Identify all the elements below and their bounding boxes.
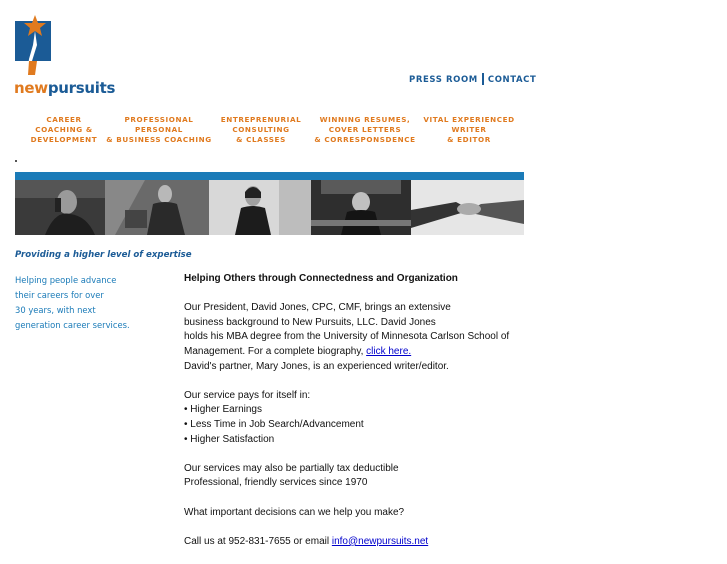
- photo-businessman: [105, 180, 209, 235]
- nav-label-line: PROFESSIONAL: [124, 115, 194, 124]
- contact-link[interactable]: CONTACT: [487, 75, 537, 85]
- nav-label-line: WRITER: [451, 125, 487, 134]
- photo-handshake: [411, 180, 524, 235]
- sidebar-line: 30 years, with next: [15, 305, 96, 315]
- bio-line: [184, 345, 524, 360]
- top-links: [409, 73, 536, 85]
- logo-text-pursuits: pursuits: [47, 79, 116, 97]
- nav-professional-coaching[interactable]: [104, 115, 214, 145]
- benefits-intro: Our service pays for itself in:: [184, 389, 311, 401]
- question-line: What important decisions can we help you make?: [184, 506, 405, 518]
- call-text: Call us at 952-831-7655 or email: [184, 535, 332, 547]
- nav-label-line: WINNING RESUMES,: [319, 115, 411, 124]
- sidebar-line: Helping people advance: [15, 275, 117, 285]
- email-link[interactable]: info@newpursuits.net: [331, 535, 429, 547]
- sidebar-line: generation career services.: [15, 320, 130, 330]
- page-heading: Helping Others through Connectedness and Organization: [184, 273, 458, 284]
- benefit-item: • Higher Satisfaction: [184, 433, 275, 445]
- nav-label-line: CAREER: [46, 115, 82, 124]
- since-line: Professional, friendly services since 1970: [184, 477, 368, 489]
- logo-wordmark[interactable]: [14, 79, 115, 97]
- header-bar: [15, 172, 524, 180]
- sidebar-blurb: [15, 273, 155, 333]
- benefit-item: • Higher Earnings: [184, 404, 262, 416]
- nav-label-line: COACHING &: [35, 125, 93, 134]
- bio-line: business background to New Pursuits, LLC. David Jones: [184, 316, 436, 328]
- photo-phone-call: [15, 180, 105, 235]
- bio-line: holds his MBA degree from the University of Minnesota Carlson School of: [184, 331, 510, 343]
- nav-label-line: & CORRESPONSDENCE: [314, 135, 416, 144]
- link-separator: [482, 73, 484, 85]
- tagline: Providing a higher level of expertise: [15, 250, 192, 260]
- press-room-link[interactable]: PRESS ROOM: [409, 75, 478, 85]
- photo-strip: [15, 180, 524, 235]
- nav-label-line: COVER LETTERS: [328, 125, 402, 134]
- nav-label-line: VITAL EXPERIENCED: [423, 115, 515, 124]
- nav-label-line: & BUSINESS COACHING: [106, 135, 212, 144]
- nav-career-coaching[interactable]: [28, 115, 100, 145]
- call-line: [184, 535, 524, 550]
- tax-paragraph: [184, 462, 524, 491]
- nav-label-line: PERSONAL: [135, 125, 183, 134]
- question-paragraph: [184, 506, 524, 521]
- photo-businesswoman: [209, 180, 311, 235]
- tax-line: Our services may also be partially tax deductible: [184, 462, 399, 474]
- bio-last-text: Management. For a complete biography,: [184, 345, 367, 357]
- bio-paragraph: [184, 301, 524, 374]
- photo-meeting: [311, 180, 411, 235]
- nav-label-line: & CLASSES: [236, 135, 286, 144]
- biography-link[interactable]: click here.: [366, 345, 412, 357]
- nav-vital-writer[interactable]: [422, 115, 516, 145]
- nav-label-line: ENTREPRENURIAL: [220, 115, 302, 124]
- partner-line: David's partner, Mary Jones, is an experienced writer/editor.: [184, 360, 449, 372]
- nav-label-line: & EDITOR: [447, 135, 491, 144]
- nav-label-line: DEVELOPMENT: [30, 135, 98, 144]
- bio-line: Our President, David Jones, CPC, CMF, brings an extensive: [184, 302, 451, 314]
- benefits-paragraph: [184, 389, 524, 447]
- nav-winning-resumes[interactable]: [313, 115, 417, 145]
- sidebar-line: their careers for over: [15, 290, 104, 300]
- nav-label-line: CONSULTING: [232, 125, 290, 134]
- logo-icon: [15, 15, 51, 75]
- benefit-item: • Less Time in Job Search/Advancement: [184, 418, 364, 430]
- spacer-dot: [15, 160, 17, 162]
- nav-entrepreneurial-consulting[interactable]: [218, 115, 304, 145]
- logo-text-new: new: [14, 79, 48, 97]
- contact-paragraph: [184, 535, 524, 550]
- main-content: [184, 272, 524, 564]
